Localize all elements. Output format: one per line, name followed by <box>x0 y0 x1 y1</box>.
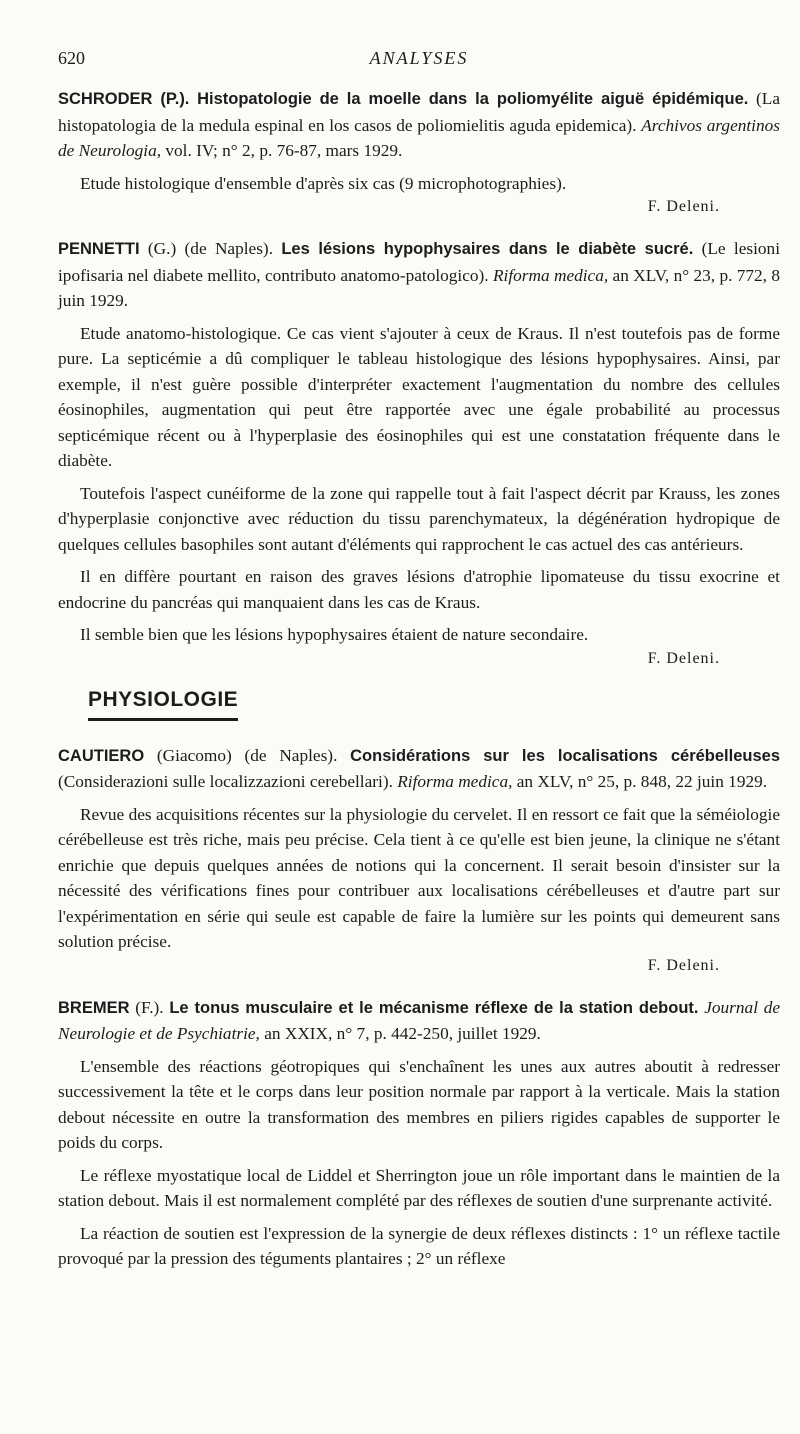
review-entry-bremer <box>58 995 780 1272</box>
review-paragraph: L'ensemble des réactions géotropiques qui s'enchaînent les unes aux autres aboutit à redresser successivement la tête et le corps dans leur position normale par rapport à la verticale. Mais la station debout nécessite en outre la transformation des membres en piliers rigides capables de supporter le poids du corps. <box>58 1056 780 1152</box>
review-paragraph: Etude histologique d'ensemble d'après six cas (9 microphotographies). <box>80 173 567 193</box>
reference-original-title: (Le lesioni ipofisaria nel diabete mellito, contributo anatomo-patologico). <box>58 239 780 285</box>
author-name: PENNETTI <box>58 240 140 258</box>
bibliographic-reference <box>58 743 780 795</box>
page <box>58 48 780 1292</box>
reference-details: an XLV, n° 23, p. 772, 8 juin 1929. <box>58 265 780 310</box>
article-title: Histopatologie de la moelle dans la poliomyélite aiguë épidémique. <box>197 90 749 108</box>
article-title: Considérations sur les localisations cérébelleuses <box>350 746 780 765</box>
review-paragraph: Il semble bien que les lésions hypophysaires étaient de nature secondaire. <box>80 625 589 644</box>
author-details: (F.). <box>129 997 170 1017</box>
running-head <box>58 48 780 76</box>
author-name: CAUTIERO <box>58 746 145 765</box>
review-paragraph: La réaction de soutien est l'expression de la synergie de deux réflexes distincts : 1° un réflexe tactile provoqué par la pression des téguments plantaires ; 2° un réflexe <box>58 1223 780 1268</box>
reference-details: an XLV, n° 25, p. 848, 22 juin 1929. <box>512 772 768 791</box>
review-entry-schroder <box>58 86 780 216</box>
bibliographic-reference <box>58 86 780 164</box>
review-paragraph: Etude anatomo-histologique. Ce cas vient s'ajouter à ceux de Kraus. Il n'est toutefois pas de forme pure. La septicémie a dû compliquer le tableau histologique des lésions hypophysaires. Ainsi, par exemple, il n'est guère possible d'interpréter exactement l'augmentation du nombre des cellules éosinophiles, augmentation qui peut être rapportée avec une égale probabilité au processus septicémique récent ou à l'hyperplasie des éosinophiles qui est une constatation fréquente dans le diabète. <box>58 323 780 470</box>
journal-name: Archivos argentinos de Neurologia, <box>58 115 780 160</box>
reviewer-signature: F. Deleni. <box>647 198 720 215</box>
section-heading <box>88 688 780 721</box>
review-paragraph: Le réflexe myostatique local de Liddel et Sherrington joue un rôle important dans le maintien de la station debout. Mais il est normalement complété par des réflexes de soutien d'une surprenante activité. <box>58 1165 780 1210</box>
review-entry-pennetti <box>58 236 780 668</box>
reference-original-title: (Considerazioni sulle localizzazioni cerebellari). <box>58 772 398 791</box>
journal-name: Riforma medica, <box>397 772 513 791</box>
bibliographic-reference <box>58 236 780 314</box>
reviewer-signature: F. Deleni. <box>647 649 720 667</box>
journal-name: Journal de Neurologie et de Psychiatrie, <box>58 997 781 1043</box>
section-title: PHYSIOLOGIE <box>88 688 238 721</box>
page-number: 620 <box>58 48 85 68</box>
author-name: BREMER <box>58 998 130 1017</box>
review-paragraph: Toutefois l'aspect cunéiforme de la zone qui rappelle tout à fait l'aspect décrit par Krauss, les zones d'hyperplasie conjonctive avec réduction du tissu parenchymateux, la dégénération hydropique de quelques cellules basophiles sont autant d'éléments qui rapprochent le cas actuel des cas antérieurs. <box>58 483 780 554</box>
article-title: Les lésions hypophysaires dans le diabète sucré. <box>281 240 694 258</box>
journal-title: ANALYSES <box>369 48 469 68</box>
article-title: Le tonus musculaire et le mécanisme réflexe de la station debout. <box>169 998 699 1017</box>
reference-details: an XXIX, n° 7, p. 442-250, juillet 1929. <box>259 1024 541 1043</box>
review-paragraph: Il en diffère pourtant en raison des graves lésions d'atrophie lipomateuse du tissu exocrine et endocrine du pancréas qui manquaient dans les cas de Kraus. <box>58 567 780 612</box>
reviewer-signature: F. Deleni. <box>647 956 720 974</box>
review-entry-cautiero <box>58 743 780 975</box>
author-name: SCHRODER (P.). <box>58 90 190 108</box>
reference-details: vol. IV; n° 2, p. 76-87, mars 1929. <box>161 141 403 160</box>
reference-original-title: (La histopatologia de la medula espinal en los casos de poliomielitis aguda epidemica). <box>58 89 780 135</box>
bibliographic-reference <box>58 995 780 1047</box>
author-details: (G.) (de Naples). <box>139 239 282 258</box>
journal-name: Riforma medica, <box>492 265 609 285</box>
review-paragraph: Revue des acquisitions récentes sur la physiologie du cervelet. Il en ressort ce fait que la séméiologie cérébelleuse est très riche, mais peu précise. Cela tient à ce qu'elle est bien jeune, la clinique ne s'étant enrichie que depuis quelques années de notions qui la concernent. Il serait besoin d'insister sur la nécessité des vérifications fines pour contribuer aux localisations cérébelleuses et d'autre part sur l'expérimentation en série qui seule est capable de faire la lumière sur les points qui demeurent sans solution précise. <box>58 804 780 951</box>
author-details: (Giacomo) (de Naples). <box>144 745 351 765</box>
